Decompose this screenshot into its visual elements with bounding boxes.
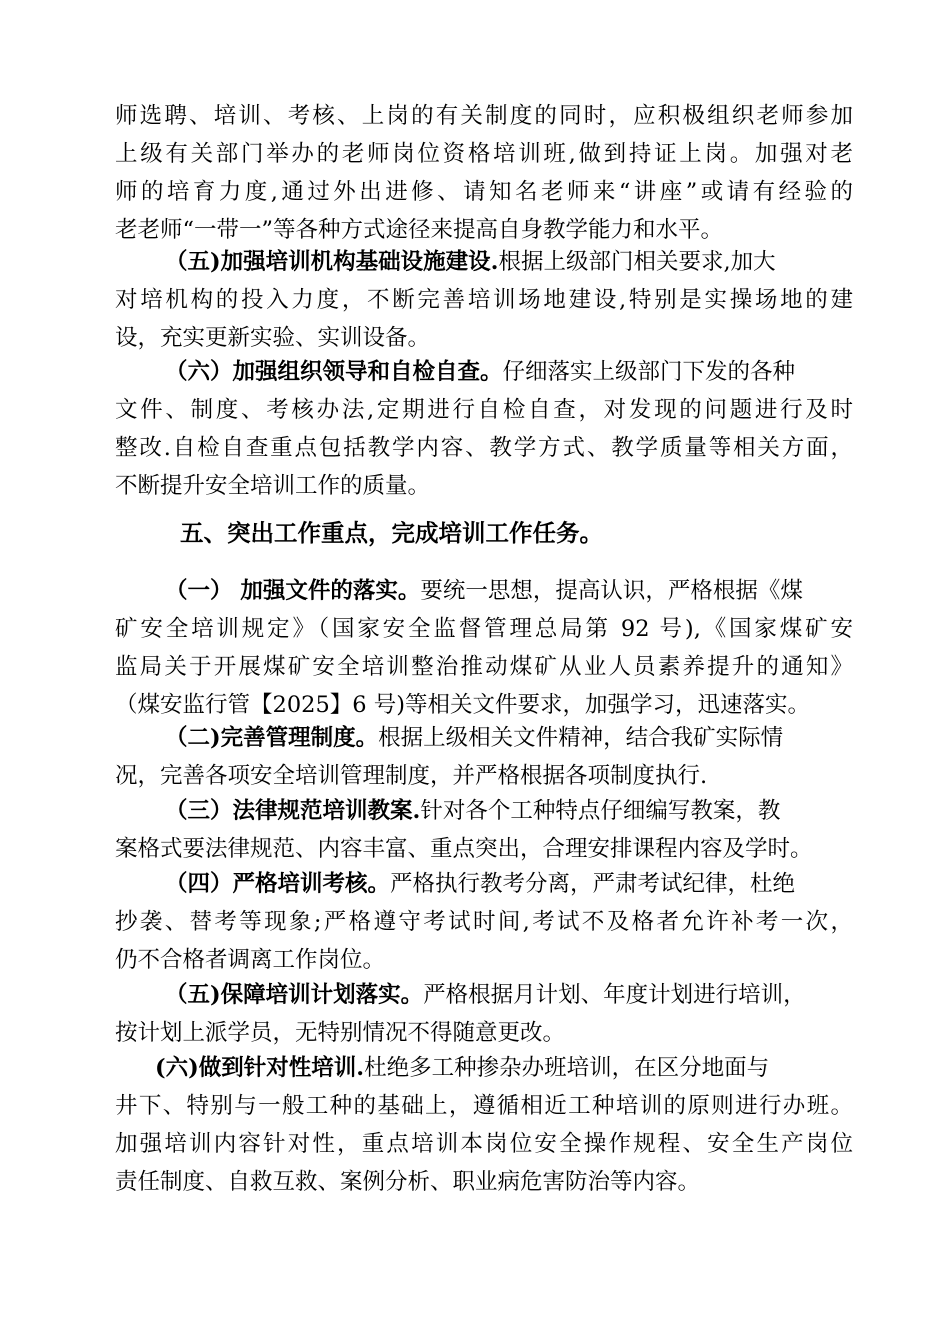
item-text: 要统一思想，提高认识，严格根据《煤 — [420, 578, 803, 604]
item-document-implementation — [115, 572, 853, 724]
item-targeted-training — [115, 1049, 853, 1201]
text-line: 监局关于开展煤矿安全培训整治推动煤矿从业人员素养提升的通知》 — [115, 654, 853, 680]
paragraph-title: （六）加强组织领导和自检自查。 — [165, 359, 503, 385]
text-line: 抄袭、替考等现象;严格遵守考试时间,考试不及格者允许补考一次， — [115, 909, 853, 935]
item-training-assessment — [115, 865, 853, 979]
item-title: (六)做到针对性培训. — [155, 1055, 365, 1081]
text-line — [115, 353, 853, 391]
text-line: 井下、特别与一般工种的基础上，遵循相近工种培训的原则进行办班。 — [115, 1093, 853, 1119]
item-training-plan-implementation — [115, 976, 853, 1052]
item-text: 根据上级相关文件精神，结合我矿实际情 — [378, 725, 784, 751]
text-line: 矿安全培训规定》（国家安全监督管理总局第 92 号),《国家煤矿安 — [115, 616, 853, 642]
item-title: （四）严格培训考核。 — [165, 871, 391, 897]
text-line: 老老师“一带一”等各种方式途径来提高自身教学能力和水平。 — [115, 217, 724, 243]
text-line — [115, 792, 853, 830]
text-line: 加强培训内容针对性，重点培训本岗位安全操作规程、安全生产岗位 — [115, 1131, 853, 1157]
paragraph-teacher-training — [115, 97, 853, 249]
item-training-plans — [115, 792, 853, 868]
text-line: 师的培育力度,通过外出进修、请知名老师来“讲座”或请有经验的 — [115, 179, 853, 205]
text-line: 文件、制度、考核办法,定期进行自检自查，对发现的问题进行及时 — [115, 397, 853, 423]
paragraph-self-check — [115, 353, 853, 505]
text-line — [115, 976, 853, 1014]
text-line: 仍不合格者调离工作岗位。 — [115, 947, 386, 973]
paragraph-infrastructure — [115, 243, 853, 357]
text-line: 况，完善各项安全培训管理制度，并严格根据各项制度执行. — [115, 763, 708, 789]
item-text: 针对各个工种特点仔细编写教案，教 — [420, 798, 781, 824]
item-management-system — [115, 719, 853, 795]
text-line — [115, 572, 853, 610]
text-line: 案格式要法律规范、内容丰富、重点突出，合理安排课程内容及学时。 — [115, 836, 813, 862]
item-title: （五)保障培训计划落实。 — [165, 982, 424, 1008]
text-line — [115, 1049, 853, 1087]
item-text: 严格执行教考分离，严肃考试纪律，杜绝 — [390, 871, 796, 897]
item-title: （二)完善管理制度。 — [165, 725, 379, 751]
text-line — [115, 865, 853, 903]
text-line: 师选聘、培训、考核、上岗的有关制度的同时，应积极组织老师参加 — [115, 103, 853, 129]
text-line — [115, 243, 853, 281]
text-line: 按计划上派学员，无特别情况不得随意更改。 — [115, 1020, 566, 1046]
item-text: 严格根据月计划、年度计划进行培训， — [423, 982, 806, 1008]
item-title: （三）法律规范培训教案. — [165, 798, 421, 824]
paragraph-text: 根据上级部门相关要求,加大 — [498, 249, 776, 275]
item-title: （一） 加强文件的落实。 — [165, 578, 421, 604]
text-line — [115, 719, 853, 757]
paragraph-title: （五)加强培训机构基础设施建设. — [165, 249, 499, 275]
paragraph-text: 仔细落实上级部门下发的各种 — [502, 359, 796, 385]
text-line: 对培机构的投入力度，不断完善培训场地建设,特别是实操场地的建 — [115, 287, 853, 313]
text-line: 整改.自检自查重点包括教学内容、教学方式、教学质量等相关方面， — [115, 435, 853, 461]
section-heading: 五、突出工作重点，完成培训工作任务。 — [180, 519, 603, 547]
text-line: （煤安监行管【2025】6 号)等相关文件要求，加强学习，迅速落实。 — [115, 692, 811, 718]
text-line: 设，充实更新实验、实训设备。 — [115, 325, 431, 351]
item-text: 杜绝多工种掺杂办班培训，在区分地面与 — [364, 1055, 770, 1081]
text-line: 不断提升安全培训工作的质量。 — [115, 473, 431, 499]
text-line: 责任制度、自救互救、案例分析、职业病危害防治等内容。 — [115, 1169, 701, 1195]
text-line: 上级有关部门举办的老师岗位资格培训班,做到持证上岗。加强对老 — [115, 141, 853, 167]
